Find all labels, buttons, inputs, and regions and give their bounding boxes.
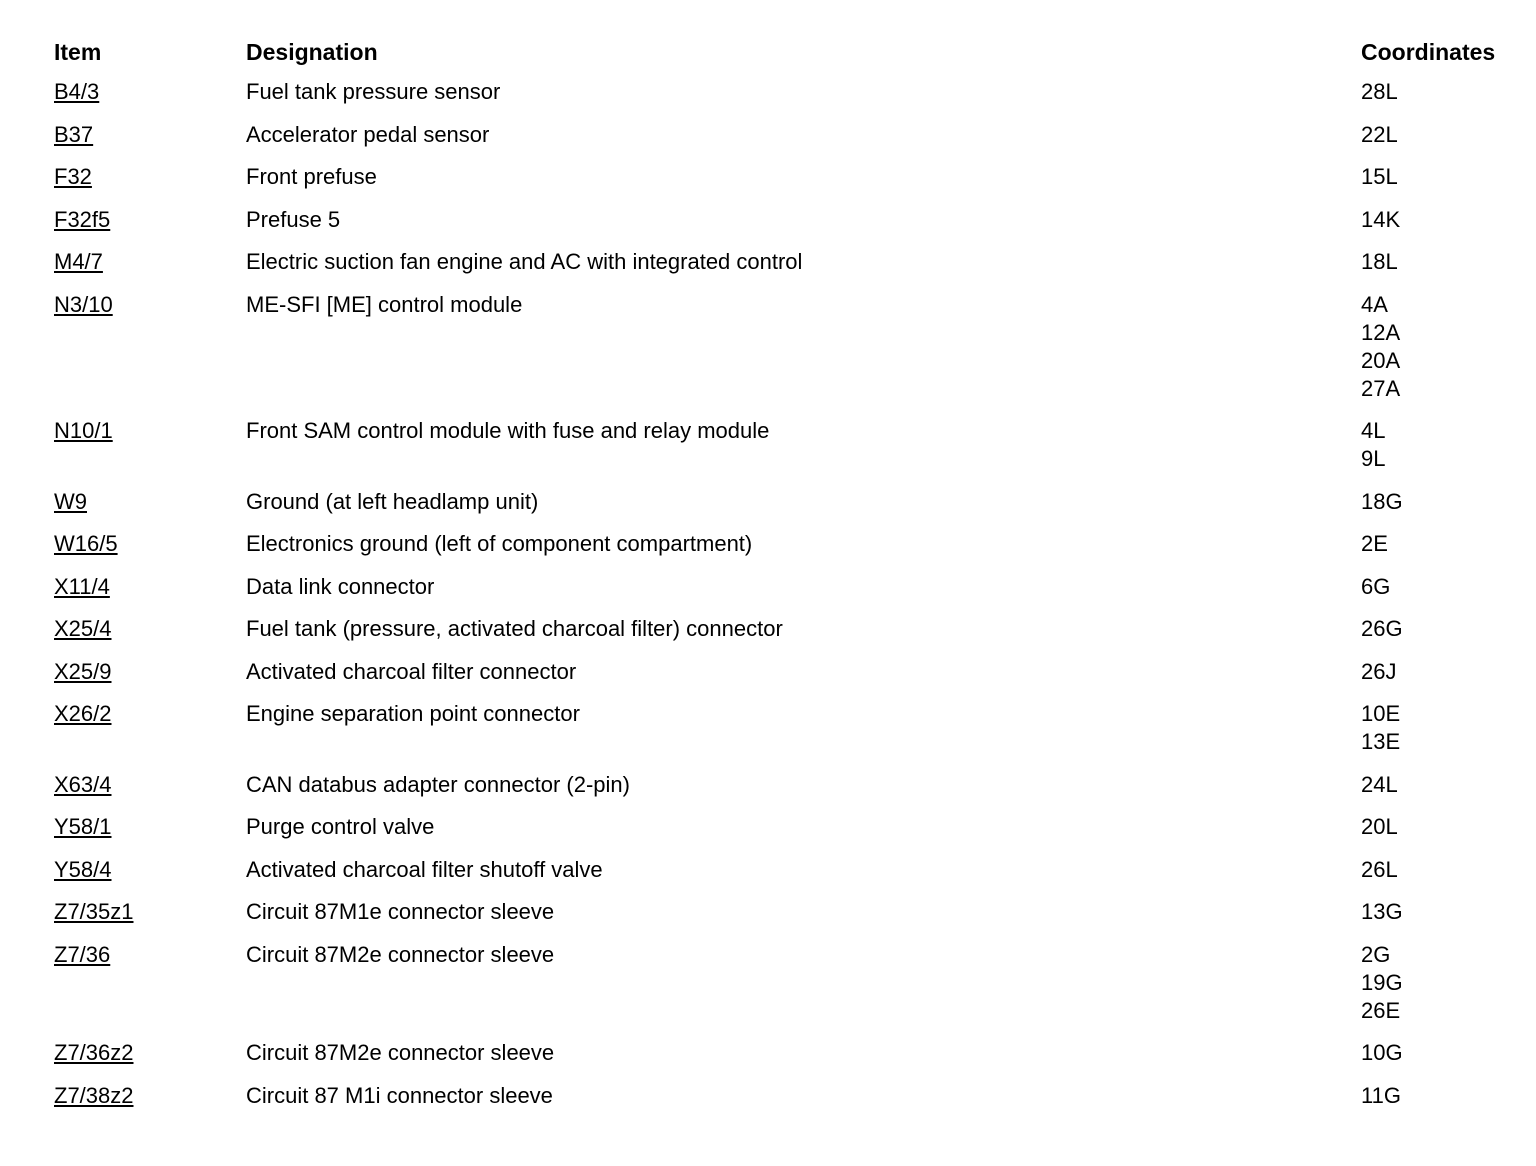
item-link[interactable]: X25/9 [54,658,112,684]
item-cell [54,488,234,516]
header-coordinates: Coordinates [1361,39,1496,65]
designation-cell: Electric suction fan engine and AC with integrated control [246,249,803,274]
table-row [0,941,1536,1025]
item-link[interactable]: M4/7 [54,249,103,274]
designation-cell: Fuel tank (pressure, activated charcoal filter) connector [246,616,783,641]
item-link[interactable]: X26/2 [54,701,112,726]
table-row [0,856,1536,884]
table-row [0,121,1536,149]
coordinates-cell [1361,941,1531,1025]
coordinate-value: 10E [1361,701,1401,726]
item-cell [54,813,234,841]
table-row [0,1039,1536,1067]
coordinate-value: 26E [1361,997,1401,1023]
coordinates-cell [1361,417,1531,473]
coordinates-cell [1361,121,1531,149]
coordinates-cell [1361,658,1531,686]
table-row [0,813,1536,841]
header-designation: Designation [246,39,378,65]
designation-cell: Activated charcoal filter shutoff valve [246,856,603,882]
coordinates-cell [1361,898,1531,926]
coordinate-value: 26L [1361,856,1398,882]
coordinate-value: 13G [1361,899,1403,924]
designation-cell: Front prefuse [246,164,377,189]
coordinate-value: 2G [1361,941,1391,967]
coordinate-value: 20L [1361,814,1398,839]
item-cell [54,615,234,643]
designation-cell: Circuit 87M2e connector sleeve [246,1040,555,1065]
coordinate-value: 4L [1361,418,1386,443]
designation-cell: Circuit 87 M1i connector sleeve [246,1082,553,1108]
item-cell [54,78,234,106]
item-link[interactable]: N10/1 [54,418,113,443]
item-link[interactable]: Z7/35z1 [54,899,134,924]
table-row [0,488,1536,516]
item-cell [54,1039,234,1067]
item-link[interactable]: Z7/36z2 [54,1040,134,1065]
table-row [0,700,1536,756]
coordinates-cell [1361,1039,1531,1067]
item-link[interactable]: X25/4 [54,616,112,641]
item-cell [54,856,234,884]
item-link[interactable]: W9 [54,488,87,514]
item-link[interactable]: X63/4 [54,771,112,797]
table-row [0,1082,1536,1110]
header-item: Item [54,39,102,65]
coordinate-value: 18L [1361,249,1398,274]
item-cell [54,573,234,601]
coordinates-cell [1361,163,1531,191]
item-link[interactable]: Y58/1 [54,814,112,839]
item-link[interactable]: B37 [54,121,94,147]
item-cell [54,248,234,276]
item-link[interactable]: Y58/4 [54,856,112,882]
item-cell [54,898,234,926]
designation-cell: Accelerator pedal sensor [246,121,490,147]
item-link[interactable]: B4/3 [54,79,100,104]
coordinate-value: 12A [1361,319,1401,345]
coordinates-cell [1361,813,1531,841]
coordinates-cell [1361,248,1531,276]
item-cell [54,700,234,728]
designation-cell: Prefuse 5 [246,206,341,232]
designation-cell: Purge control valve [246,814,435,839]
item-cell [54,121,234,149]
item-link[interactable]: Z7/38z2 [54,1082,134,1108]
table-row [0,573,1536,601]
coordinate-value: 18G [1361,488,1403,514]
item-link[interactable]: F32f5 [54,206,111,232]
table-body [0,78,1536,1124]
coordinates-cell [1361,206,1531,234]
coordinate-value: 4A [1361,291,1388,317]
designation-cell: Circuit 87M2e connector sleeve [246,941,555,967]
coordinate-value: 19G [1361,969,1403,995]
table-row [0,291,1536,403]
table-header [0,36,1536,68]
coordinates-cell [1361,78,1531,106]
designation-cell: Engine separation point connector [246,701,580,726]
table-row [0,530,1536,558]
designation-cell: Ground (at left headlamp unit) [246,488,539,514]
item-cell [54,941,234,969]
table-row [0,206,1536,234]
table-row [0,898,1536,926]
item-cell [54,1082,234,1110]
item-cell [54,417,234,445]
item-cell [54,530,234,558]
designation-cell: CAN databus adapter connector (2-pin) [246,771,630,797]
designation-cell: Circuit 87M1e connector sleeve [246,899,555,924]
item-link[interactable]: W16/5 [54,531,118,556]
coordinate-value: 2E [1361,531,1388,556]
coordinate-value: 28L [1361,79,1398,104]
coordinate-value: 13E [1361,729,1401,754]
coordinates-cell [1361,700,1531,756]
designation-cell: Fuel tank pressure sensor [246,79,501,104]
item-link[interactable]: F32 [54,164,92,189]
coordinate-value: 22L [1361,121,1398,147]
coordinate-value: 26J [1361,658,1397,684]
coordinates-cell [1361,771,1531,799]
coordinate-value: 26G [1361,616,1403,641]
item-link[interactable]: N3/10 [54,291,113,317]
item-link[interactable]: Z7/36 [54,941,111,967]
table-row [0,78,1536,106]
item-link[interactable]: X11/4 [54,573,110,599]
coordinates-cell [1361,291,1531,403]
coordinate-value: 10G [1361,1040,1403,1065]
table-row [0,417,1536,473]
item-cell [54,163,234,191]
designation-cell: Front SAM control module with fuse and relay module [246,418,770,443]
item-cell [54,658,234,686]
coordinates-cell [1361,1082,1531,1110]
coordinates-cell [1361,488,1531,516]
item-cell [54,291,234,319]
table-row [0,163,1536,191]
coordinate-value: 27A [1361,375,1401,401]
coordinates-cell [1361,615,1531,643]
table-row [0,658,1536,686]
coordinates-cell [1361,856,1531,884]
coordinates-cell [1361,573,1531,601]
table-row [0,615,1536,643]
coordinate-value: 6G [1361,573,1391,599]
item-cell [54,771,234,799]
designation-cell: ME-SFI [ME] control module [246,291,523,317]
table-row [0,771,1536,799]
designation-cell: Data link connector [246,573,435,599]
table-row [0,248,1536,276]
designation-cell: Electronics ground (left of component compartment) [246,531,753,556]
coordinate-value: 20A [1361,347,1401,373]
coordinate-value: 11G [1361,1082,1401,1108]
designation-cell: Activated charcoal filter connector [246,658,577,684]
coordinate-value: 9L [1361,446,1386,471]
coordinate-value: 14K [1361,206,1401,232]
coordinate-value: 15L [1361,164,1398,189]
coordinate-value: 24L [1361,771,1398,797]
coordinates-cell [1361,530,1531,558]
item-cell [54,206,234,234]
